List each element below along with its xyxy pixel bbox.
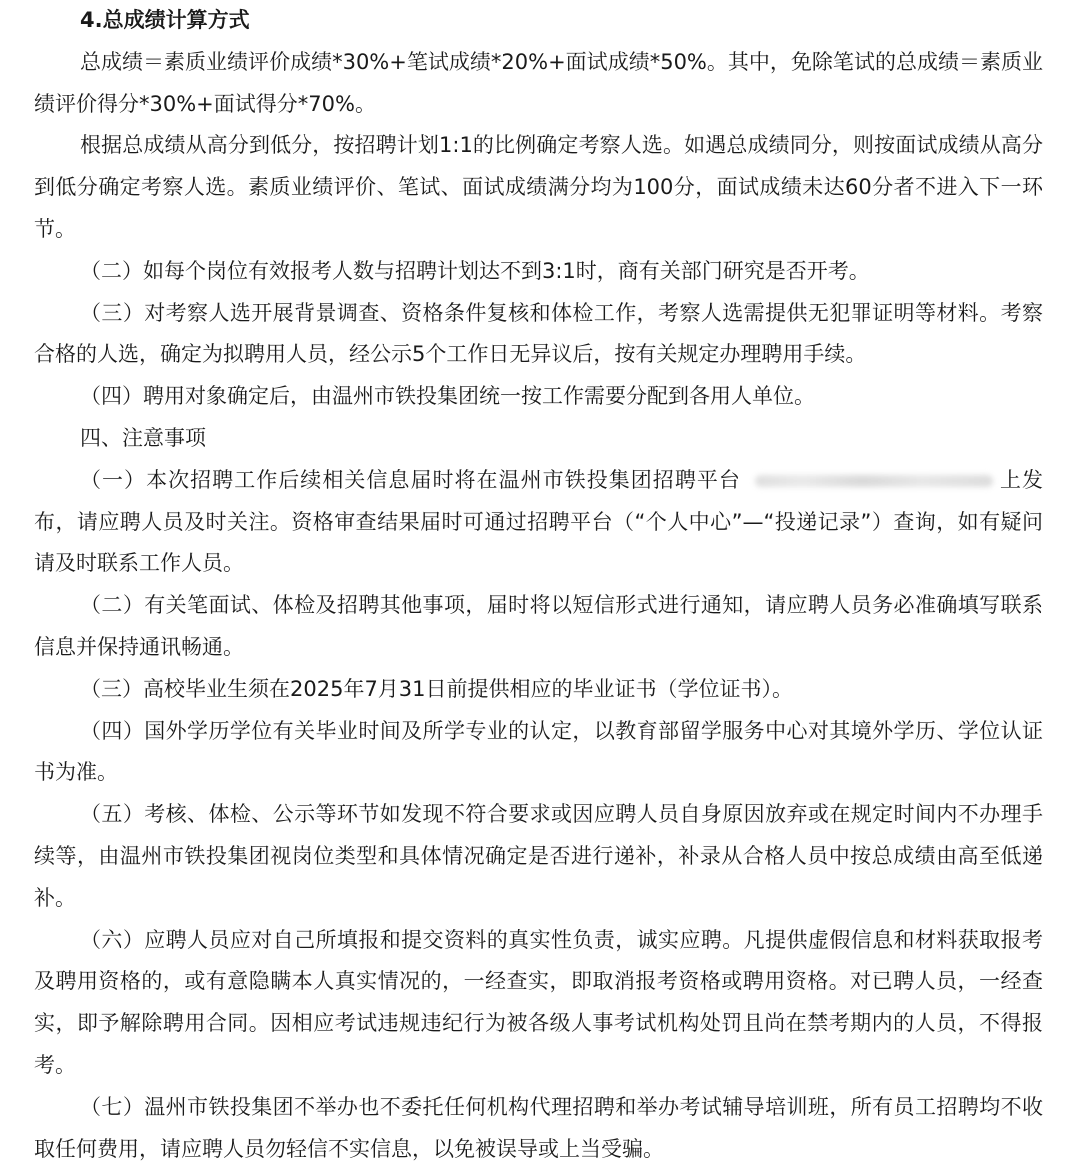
note-item-6: （六）应聘人员应对自己所填报和提交资料的真实性负责，诚实应聘。凡提供虚假信息和材料获取报考及聘用资格的，或有意隐瞒本人真实情况的，一经查实，即取消报考资格或聘用资格。对已聘人员，一经查实，即予解除聘用合同。因相应考试违规违纪行为被各级人事考试机构处罚且尚在禁考期内的人员，不得报考。 [34, 927, 1043, 1077]
paragraph-score-formula: 总成绩＝素质业绩评价成绩*30%+笔试成绩*20%+面试成绩*50%。其中，免除笔试的总成绩＝素质业绩评价得分*30%+面试得分*70%。 [34, 49, 1043, 116]
note-item-1-text-after: 上发布，请应聘人员及时关注。资格审查结果届时可通过招聘平台（“个人中心”—“投递记录”）查询，如有疑问请及时联系工作人员。 [34, 467, 1043, 576]
note-item-3: （三）高校毕业生须在2025年7月31日前提供相应的毕业证书（学位证书）。 [80, 676, 794, 701]
note-item-1 [34, 460, 1043, 585]
paragraph-candidate-selection: 根据总成绩从高分到低分，按招聘计划1:1的比例确定考察人选。如遇总成绩同分，则按面试成绩从高分到低分确定考察人选。素质业绩评价、笔试、面试成绩满分均为100分，面试成绩未达60分者不进入下一环节。 [34, 133, 1043, 241]
note-item-2: （二）有关笔面试、体检及招聘其他事项，届时将以短信形式进行通知，请应聘人员务必准确填写联系信息并保持通讯畅通。 [34, 593, 1043, 659]
paragraph-assignment: （四）聘用对象确定后，由温州市铁投集团统一按工作需要分配到各用人单位。 [80, 384, 815, 409]
notes-heading: 四、注意事项 [80, 425, 206, 450]
paragraph-exam-ratio: （二）如每个岗位有效报考人数与招聘计划达不到3:1时，商有关部门研究是否开考。 [80, 258, 870, 283]
note-item-4: （四）国外学历学位有关毕业时间及所学专业的认定，以教育部留学服务中心对其境外学历、学位认证书为准。 [34, 718, 1043, 785]
blurred-url [755, 475, 993, 487]
note-item-7: （七）温州市铁投集团不举办也不委托任何机构代理招聘和举办考试辅导培训班，所有员工招聘均不收取任何费用，请应聘人员勿轻信不实信息，以免被误导或上当受骗。 [34, 1094, 1043, 1161]
paragraph-background-check: （三）对考察人选开展背景调查、资格条件复核和体检工作，考察人选需提供无犯罪证明等材料。考察合格的人选，确定为拟聘用人员，经公示5个工作日无异议后，按有关规定办理聘用手续。 [34, 300, 1043, 367]
note-item-1-text-before: （一）本次招聘工作后续相关信息届时将在温州市铁投集团招聘平台 [80, 467, 741, 492]
section-heading: 4.总成绩计算方式 [80, 8, 250, 32]
note-item-5: （五）考核、体检、公示等环节如发现不符合要求或因应聘人员自身原因放弃或在规定时间内不办理手续等，由温州市铁投集团视岗位类型和具体情况确定是否进行递补，补录从合格人员中按总成绩由高至低递补。 [34, 802, 1043, 910]
